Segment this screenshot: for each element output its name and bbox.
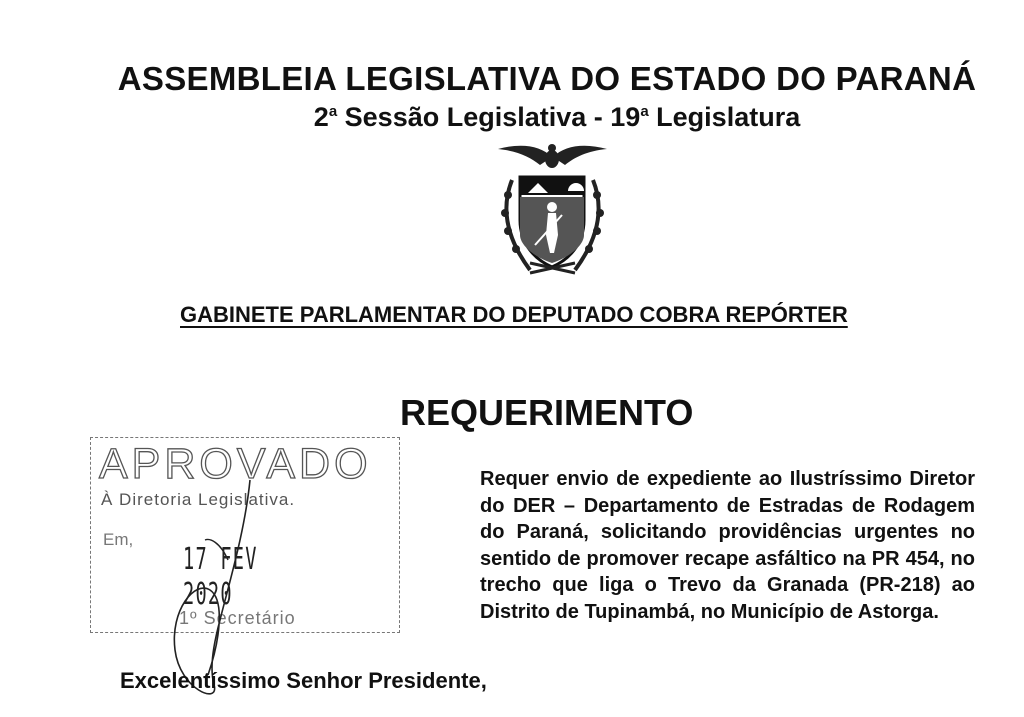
session-line	[0, 102, 1024, 133]
document-title: REQUERIMENTO	[400, 392, 694, 433]
parana-coat-of-arms-icon	[490, 135, 615, 280]
salutation: Excelentíssimo Senhor Presidente,	[120, 668, 487, 693]
office-heading: GABINETE PARLAMENTAR DO DEPUTADO COBRA REPÓRTER	[180, 302, 848, 327]
legislature-text: Legislatura	[648, 102, 801, 132]
stamp-signatory: 1º Secretário	[179, 608, 296, 628]
stamp-date-label: Em,	[103, 530, 134, 549]
session-text: Sessão Legislativa - 19	[337, 102, 641, 132]
legislature-sup: a	[640, 103, 649, 120]
stamp-status: APROVADO	[99, 440, 372, 488]
stamp-destination: À Diretoria Legislativa.	[101, 490, 296, 509]
institution-title: ASSEMBLEIA LEGISLATIVA DO ESTADO DO PARANÁ	[117, 60, 977, 97]
session-ordinal-sup: a	[328, 103, 338, 120]
session-ordinal: 2	[313, 102, 329, 132]
stamp-date: 17 FEV 2020	[183, 542, 258, 612]
request-summary: Requer envio de expediente ao Ilustríssimo Diretor do DER – Departamento de Estradas de Rodagem do Paraná, solicitando providências urgentes no sentido de promover recape asfáltico na PR 454, no trecho que liga o Trevo da Granada (PR-218) ao Distrito de Tupinambá, no Município de Astorga.	[480, 468, 975, 623]
